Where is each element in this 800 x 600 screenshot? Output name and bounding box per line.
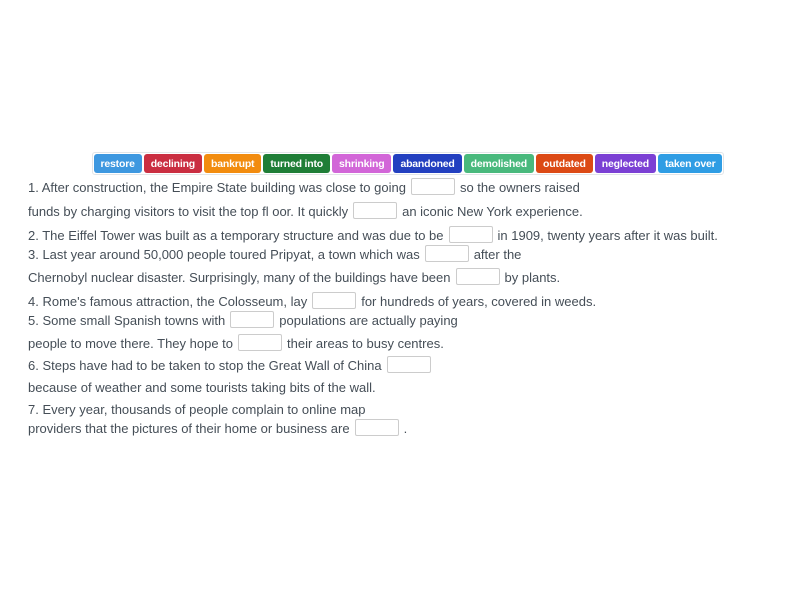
sentence-text: providers that the pictures of their home or business are — [28, 421, 350, 436]
answer-blank[interactable] — [353, 202, 397, 219]
answer-blank[interactable] — [355, 419, 399, 436]
answer-blank[interactable] — [238, 334, 282, 351]
sentence-text: so the owners raised — [459, 180, 580, 195]
word-bank-row — [0, 152, 800, 175]
sentence-text: funds by charging visitors to visit the top fl oor. It quickly — [28, 204, 349, 219]
sentence-line — [28, 334, 444, 352]
sentence-line — [28, 356, 436, 374]
sentence-text: 5. Some small Spanish towns with — [28, 313, 226, 328]
sentence-line — [28, 419, 407, 437]
sentence-line — [28, 311, 458, 329]
word-tile-declining[interactable]: declining — [144, 154, 202, 173]
word-tile-neglected[interactable]: neglected — [595, 154, 656, 173]
sentence-text: 2. The Eiffel Tower was built as a temporary structure and was due to be — [28, 228, 444, 243]
answer-blank[interactable] — [387, 356, 431, 373]
word-tile-demolished[interactable]: demolished — [464, 154, 534, 173]
word-tile-shrinking[interactable]: shrinking — [332, 154, 391, 173]
sentence-text: for hundreds of years, covered in weeds. — [361, 294, 597, 309]
word-tile-bankrupt[interactable]: bankrupt — [204, 154, 261, 173]
sentence-text: people to move there. They hope to — [28, 336, 234, 351]
sentence-text: 1. After construction, the Empire State building was close to going — [28, 180, 406, 195]
word-tile-outdated[interactable]: outdated — [536, 154, 593, 173]
answer-blank[interactable] — [312, 292, 356, 309]
sentence-text: by plants. — [504, 270, 561, 285]
sentence-text: 4. Rome's famous attraction, the Colosseum, lay — [28, 294, 308, 309]
sentence-text: Chernobyl nuclear disaster. Surprisingly, many of the buildings have been — [28, 270, 451, 285]
word-tile-taken-over[interactable]: taken over — [658, 154, 723, 173]
sentence-line — [28, 401, 366, 419]
sentence-line — [28, 202, 583, 220]
sentence-text: after the — [473, 247, 522, 262]
answer-blank[interactable] — [230, 311, 274, 328]
word-bank — [92, 152, 725, 175]
answer-blank[interactable] — [456, 268, 500, 285]
answer-blank[interactable] — [425, 245, 469, 262]
answer-blank[interactable] — [411, 178, 455, 195]
answer-blank[interactable] — [449, 226, 493, 243]
sentence-line — [28, 178, 580, 196]
sentence-text: 6. Steps have had to be taken to stop the Great Wall of China — [28, 358, 382, 373]
sentence-line — [28, 292, 596, 310]
sentence-text: 3. Last year around 50,000 people toured Pripyat, a town which was — [28, 247, 420, 262]
sentence-line — [28, 226, 718, 244]
sentence-text: because of weather and some tourists taking bits of the wall. — [28, 380, 376, 395]
word-tile-abandoned[interactable]: abandoned — [393, 154, 461, 173]
sentence-text: in 1909, twenty years after it was built. — [497, 228, 718, 243]
sentence-line — [28, 379, 376, 397]
sentence-text: 7. Every year, thousands of people complain to online map — [28, 402, 366, 417]
sentence-line — [28, 268, 560, 286]
sentence-text: . — [403, 421, 408, 436]
word-tile-restore[interactable]: restore — [94, 154, 142, 173]
sentence-text: an iconic New York experience. — [402, 204, 583, 219]
sentence-text: populations are actually paying — [279, 313, 458, 328]
sentence-text: their areas to busy centres. — [287, 336, 444, 351]
sentence-line — [28, 245, 521, 263]
word-tile-turned-into[interactable]: turned into — [263, 154, 330, 173]
